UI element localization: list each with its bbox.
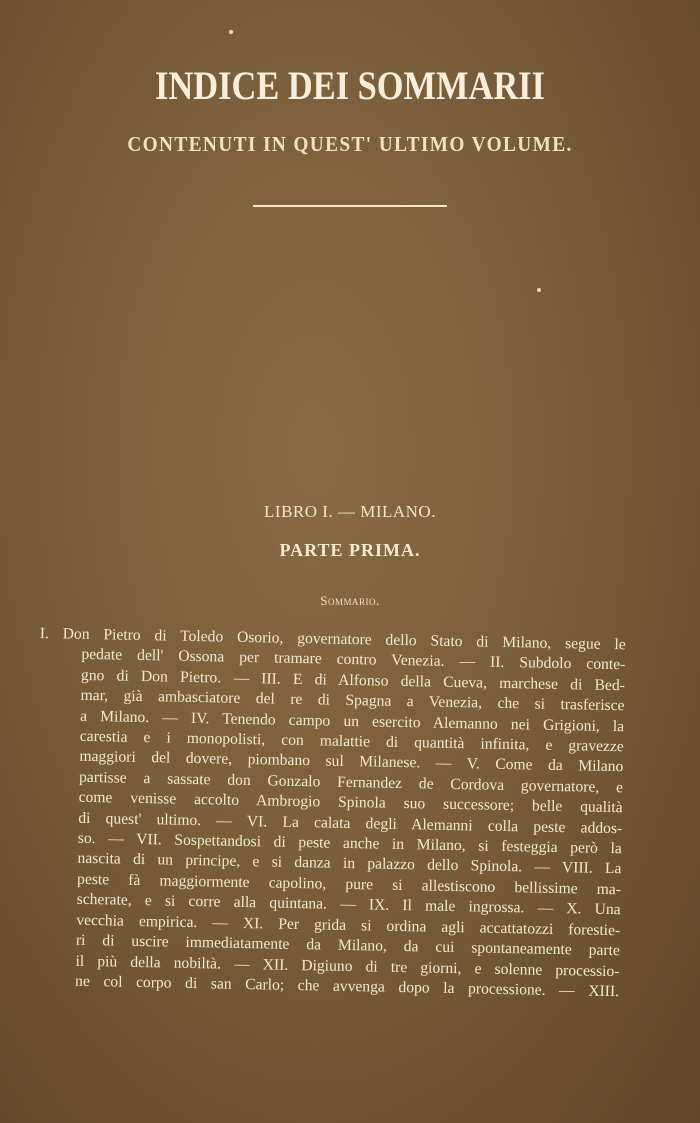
speck	[229, 30, 233, 34]
summary-line: ne col corpo di san Carlo; che avvenga dopo la processione. — XIII.	[74, 972, 620, 1001]
summary-line: partisse a sassate don Gonzalo Fernandez de Cordova governatore, e	[78, 768, 624, 797]
summary-line: a Milano. — IV. Tenendo campo un esercito Alemanno nei Grigioni, la	[80, 707, 625, 735]
index-title: INDICE DEI SOMMARII	[155, 63, 545, 108]
summary-line: vecchia empirica. — XI. Per grida si ordina agli accattatozzi forestie-	[76, 911, 621, 939]
summary-line: il più della nobiltà. — XII. Digiuno di tre giorni, e solenne processio-	[75, 952, 620, 980]
index-subtitle: CONTENUTI IN QUEST' ULTIMO VOLUME.	[127, 132, 573, 156]
summary-line: so. — VII. Sospettandosi di peste anche in Milano, si festeggia però la	[77, 829, 622, 858]
summary-line: nascita di un principe, e si danza in palazzo dello Spinola. — VIII. La	[77, 850, 622, 878]
summary-line: scherate, e si corre alla quintana. — IX. Il male ingrossa. — X. Una	[76, 891, 621, 919]
summary-line: peste fà maggiormente capolino, pure si allestiscono bellissime ma-	[76, 870, 622, 899]
summary-line: di quest' ultimo. — VI. La calata degli Alemanni colla peste addos-	[78, 809, 623, 837]
part-heading: PARTE PRIMA.	[279, 540, 421, 560]
summary-line: ri di uscire immediatamente da Milano, da cui spontaneamente parte	[75, 931, 620, 960]
summary-line: I. Don Pietro di Toledo Osorio, governatore dello Stato di Milano, segue le	[39, 624, 626, 654]
summary-line: carestia e i monopolisti, con malattie di quantità infinita, e gravezze	[79, 727, 624, 756]
summary-line: mar, già ambasciatore del re di Spagna a Venezia, che si trasferisce	[80, 687, 625, 715]
title-divider	[253, 205, 447, 207]
summary-label: Sommario.	[320, 593, 380, 608]
summary-line: come venisse accolto Ambrogio Spinola suo successore; belle qualità	[78, 789, 623, 817]
summary-line: gno di Don Pietro. — III. E di Alfonso della Cueva, marchese di Bed-	[80, 666, 626, 695]
speck	[537, 288, 541, 292]
summary-line: maggiori del dovere, piombano sul Milanese. — V. Come da Milano	[79, 748, 624, 776]
book-heading: LIBRO I. — MILANO.	[264, 502, 436, 521]
summary-paragraph	[33, 624, 626, 1002]
summary-line: pedate dell' Ossona per tramare contro Venezia. — II. Subdolo conte-	[81, 646, 626, 674]
